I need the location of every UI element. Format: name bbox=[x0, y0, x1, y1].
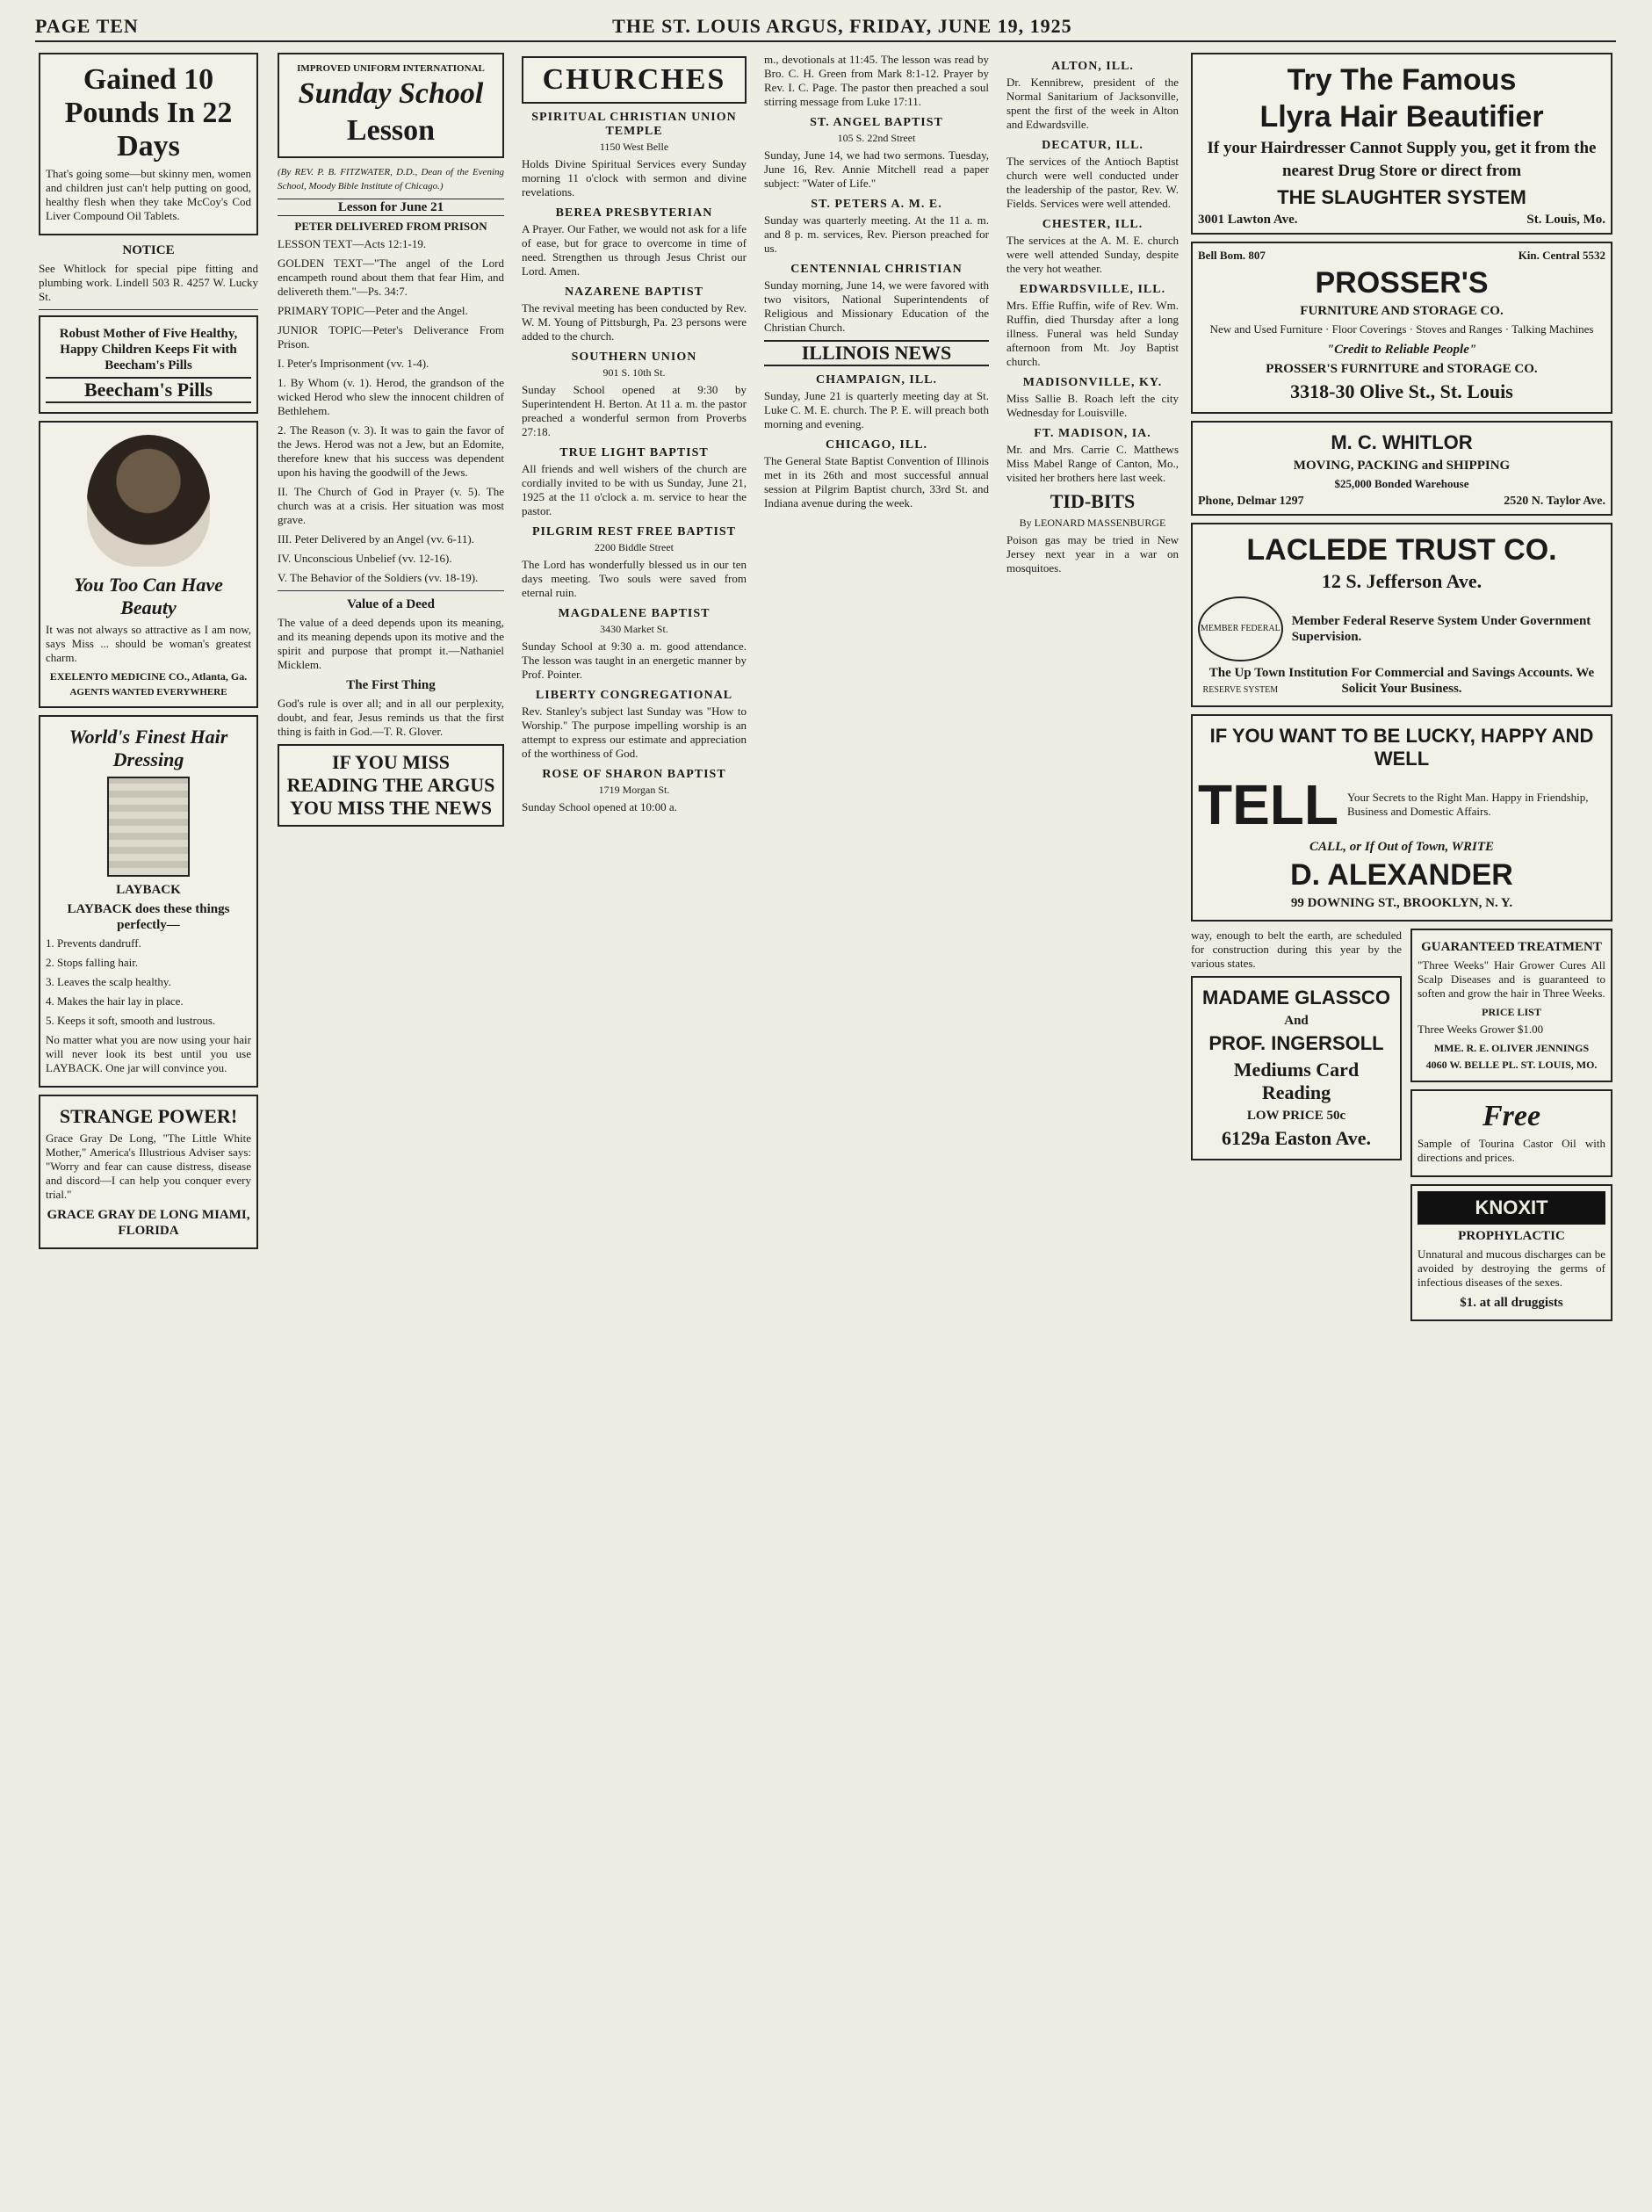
news-text: Sunday, June 21 is quarterly meeting day at St. Luke C. M. E. church. The P. E. will preach both morning and evening. bbox=[764, 389, 989, 430]
ad-firm: PROSSER'S FURNITURE and STORAGE CO. bbox=[1266, 362, 1538, 376]
ad-price: LOW PRICE 50c bbox=[1246, 1109, 1346, 1123]
ad-point: 1. Prevents dandruff. bbox=[46, 936, 141, 950]
ad-brand: Beecham's Pills bbox=[46, 377, 251, 403]
news-heading: DECATUR, ILL. bbox=[1042, 139, 1143, 152]
price-line: Three Weeks Grower $1.00 bbox=[1418, 1023, 1544, 1036]
ad-point: 4. Makes the hair lay in place. bbox=[46, 994, 184, 1008]
church-address: 105 S. 22nd Street bbox=[837, 132, 916, 144]
section-title: Sunday School bbox=[298, 77, 484, 110]
lesson-text: I. Peter's Imprisonment (vv. 1-4). bbox=[278, 357, 429, 370]
church-address: 2200 Biddle Street bbox=[595, 541, 674, 553]
ad-headline: Gained 10 Pounds In 22 Days bbox=[64, 63, 233, 163]
church-address: 901 S. 10th St. bbox=[602, 366, 666, 379]
value-heading: Value of a Deed bbox=[347, 597, 435, 611]
lesson-text: V. The Behavior of the Soldiers (vv. 18-19). bbox=[278, 571, 479, 584]
ad-headline: KNOXIT bbox=[1418, 1191, 1605, 1225]
ad-body: No matter what you are now using your hair will never look its best until you use LAYBACK. One jar will convince you. bbox=[46, 1033, 251, 1074]
federal-reserve-emblem-icon: MEMBER FEDERAL RESERVE SYSTEM bbox=[1198, 596, 1283, 661]
tidbits-title: TID-BITS bbox=[1050, 490, 1136, 512]
ad-items: New and Used Furniture · Floor Coverings · Stoves and Ranges · Talking Machines bbox=[1209, 322, 1594, 336]
ad-subhead: PROPHYLACTIC bbox=[1458, 1229, 1565, 1243]
ad-whitlor bbox=[1191, 421, 1612, 516]
church-text: A Prayer. Our Father, we would not ask for a life of ease, but for grace to overcome in time of need. Strengthen us through Jesus Christ our Lord. Amen. bbox=[522, 222, 747, 278]
church-heading: TRUE LIGHT BAPTIST bbox=[559, 446, 709, 459]
ad-headline-2: PROF. INGERSOLL bbox=[1208, 1032, 1384, 1054]
ad-address: 3001 Lawton Ave. bbox=[1198, 213, 1298, 227]
news-text: Miss Sallie B. Roach left the city Wednesday for Louisville. bbox=[1006, 392, 1179, 419]
church-text: Holds Divine Spiritual Services every Sunday morning 11 o'clock with sermon and divine revelations. bbox=[522, 157, 747, 199]
news-text: Mr. and Mrs. Carrie C. Matthews Miss Mabel Range of Canton, Mo., visited her brothers here last week. bbox=[1006, 443, 1179, 484]
church-heading: LIBERTY CONGREGATIONAL bbox=[535, 689, 733, 702]
lesson-text: II. The Church of God in Prayer (v. 5). The church was at a crisis. Her situation was most grave. bbox=[278, 485, 504, 526]
ad-price: $1. at all druggists bbox=[1460, 1296, 1563, 1310]
page-number: PAGE TEN bbox=[35, 15, 139, 37]
lesson-text: III. Peter Delivered by an Angel (vv. 6-11). bbox=[278, 532, 474, 546]
church-text: All friends and well wishers of the church are cordially invited to be with us Sunday, June 21, 1925 at the 11 o'clock a. m. service to hear the pastor. bbox=[522, 462, 747, 517]
church-address: 1719 Morgan St. bbox=[598, 784, 670, 796]
church-heading: SPIRITUAL CHRISTIAN UNION TEMPLE bbox=[531, 111, 737, 138]
ad-city: St. Louis, Mo. bbox=[1526, 213, 1605, 227]
ad-point: 5. Keeps it soft, smooth and lustrous. bbox=[46, 1014, 216, 1027]
ad-headline: Robust Mother of Five Healthy, Happy Children Keeps Fit with Beecham's Pills bbox=[59, 327, 238, 372]
ad-body: Sample of Tourina Castor Oil with directions and prices. bbox=[1418, 1137, 1605, 1164]
news-text: The services at the A. M. E. church were well attended Sunday, despite the very hot weather. bbox=[1006, 234, 1179, 275]
ad-address: 12 S. Jefferson Ave. bbox=[1321, 570, 1482, 592]
ad-headline: IF YOU WANT TO BE LUCKY, HAPPY AND WELL bbox=[1209, 725, 1594, 770]
news-text: The General State Baptist Convention of Illinois met in its 26th and most successful annual session at Pilgrim Baptist church, 33rd St. and Indiana avenue during the week. bbox=[764, 454, 989, 510]
ad-body: Your Secrets to the Right Man. Happy in Friendship, Business and Domestic Affairs. bbox=[1346, 791, 1589, 818]
church-heading: BEREA PRESBYTERIAN bbox=[555, 206, 713, 220]
byline: (By REV. P. B. FITZWATER, D.D., Dean of the Evening School, Moody Bible Institute of Chicago.) bbox=[278, 167, 504, 192]
ad-name: D. ALEXANDER bbox=[1290, 858, 1513, 892]
ad-layback bbox=[39, 715, 258, 1088]
ad-big-word: TELL bbox=[1198, 773, 1338, 836]
church-text: Sunday School opened at 10:00 a. bbox=[522, 800, 677, 813]
ad-tell bbox=[1191, 714, 1612, 922]
paper-title: THE ST. LOUIS ARGUS, FRIDAY, JUNE 19, 1925 bbox=[612, 15, 1072, 37]
news-text: way, enough to belt the earth, are scheduled for construction during this year by the various states. bbox=[1191, 929, 1402, 970]
ad-headline: M. C. WHITLOR bbox=[1331, 431, 1473, 453]
ad-signature: GRACE GRAY DE LONG MIAMI, FLORIDA bbox=[47, 1208, 250, 1238]
news-heading: MADISONVILLE, KY. bbox=[1022, 376, 1163, 389]
ad-agents: AGENTS WANTED EVERYWHERE bbox=[69, 687, 227, 698]
church-text: Sunday morning, June 14, we were favored with two visitors, National Superintendents of Religious and Missionary Education of the Christian Church. bbox=[764, 278, 989, 334]
lesson-text: PRIMARY TOPIC—Peter and the Angel. bbox=[278, 304, 468, 317]
ad-agent: MME. R. E. OLIVER JENNINGS bbox=[1433, 1042, 1590, 1054]
ad-address: 6129a Easton Ave. bbox=[1221, 1127, 1372, 1149]
ad-service: Mediums Card Reading bbox=[1233, 1059, 1360, 1103]
ad-point: 3. Leaves the scalp healthy. bbox=[46, 975, 171, 988]
first-thing-text: God's rule is over all; and in all our perplexity, doubt, and fear, Jesus reminds us that the first thing is faith in God.—T. R. Glover. bbox=[278, 697, 504, 738]
ad-headline: You Too Can Have Beauty bbox=[74, 574, 223, 618]
column-town-news bbox=[1006, 53, 1179, 2196]
lesson-text: 1. By Whom (v. 1). Herod, the grandson of the wicked Herod who slew the innocent children of Bethlehem. bbox=[278, 376, 504, 417]
column-ads-right bbox=[1191, 53, 1612, 2196]
ad-phone: Bell Bom. 807 bbox=[1198, 249, 1266, 262]
ad-prossers bbox=[1191, 242, 1612, 414]
illinois-news-title: ILLINOIS NEWS bbox=[764, 340, 989, 366]
column-churches bbox=[522, 53, 747, 2196]
lesson-text: IV. Unconscious Unbelief (vv. 12-16). bbox=[278, 552, 452, 565]
ad-body: "Three Weeks" Hair Grower Cures All Scalp Diseases and is guaranteed to soften and grow the hair in Three Weeks. bbox=[1418, 958, 1605, 1000]
church-text: The Lord has wonderfully blessed us in our ten days meeting. Two souls were saved from eternal ruin. bbox=[522, 558, 747, 599]
church-text: The revival meeting has been conducted by Rev. W. M. Young of Pittsburgh, Pa. 23 persons were added to the church. bbox=[522, 301, 747, 343]
ad-maker: EXELENTO MEDICINE CO., Atlanta, Ga. bbox=[49, 670, 248, 683]
ad-body: Grace Gray De Long, "The Little White Mother," America's Illustrious Adviser says: "Worry and fear can cause distress, disease and discord—I can help you conquer every trial." bbox=[46, 1131, 251, 1201]
ad-subhead: LAYBACK does these things perfectly— bbox=[67, 902, 230, 932]
ad-headline: LACLEDE TRUST CO. bbox=[1246, 533, 1557, 567]
ad-headline: World's Finest Hair Dressing bbox=[69, 726, 228, 770]
column-ads-left bbox=[39, 53, 258, 2196]
ad-free-sample bbox=[1410, 1089, 1612, 1177]
ad-phone: Phone, Delmar 1297 bbox=[1198, 495, 1304, 508]
tidbits-text: Poison gas may be tried in New Jersey next year in a war on mosquitoes. bbox=[1006, 533, 1179, 575]
ad-subhead: FURNITURE AND STORAGE CO. bbox=[1300, 304, 1504, 318]
church-text: Sunday was quarterly meeting. At the 11 a. m. and 8 p. m. services, Rev. Pierson preached for us. bbox=[764, 213, 989, 255]
ad-call: CALL, or If Out of Town, WRITE bbox=[1309, 840, 1495, 854]
notice-text: See Whitlock for special pipe fitting and plumbing work. Lindell 503 R. 4257 W. Lucky St. bbox=[39, 262, 258, 303]
ad-headline-2: Llyra Hair Beautifier bbox=[1259, 100, 1544, 134]
church-address: 1150 West Belle bbox=[599, 141, 669, 153]
ad-firm: THE SLAUGHTER SYSTEM bbox=[1277, 186, 1526, 208]
kicker: IMPROVED UNIFORM INTERNATIONAL bbox=[297, 63, 485, 74]
masthead bbox=[35, 12, 1616, 42]
lesson-heading: Lesson for June 21 bbox=[278, 199, 504, 216]
news-heading: CHESTER, ILL. bbox=[1042, 218, 1143, 231]
ad-point: 2. Stops falling hair. bbox=[46, 956, 139, 969]
ad-body: It was not always so attractive as I am now, says Miss ... should be woman's greatest charm. bbox=[46, 623, 251, 664]
church-text: Rev. Stanley's subject last Sunday was "How to Worship." The purpose impelling worship is an attempt to express our estimate and appreciation of the worthiness of God. bbox=[522, 705, 747, 760]
ad-brand: LAYBACK bbox=[116, 883, 181, 897]
hair-dressing-jar-icon bbox=[107, 777, 190, 877]
ad-address: 4060 W. BELLE PL. ST. LOUIS, MO. bbox=[1425, 1059, 1598, 1071]
ad-body: That's going some—but skinny men, women and children just can't help putting on good, healthy flesh when they take McCoy's Cod Liver Compound Oil Tablets. bbox=[46, 167, 251, 222]
church-heading: MAGDALENE BAPTIST bbox=[558, 607, 711, 620]
ad-headline: MADAME GLASSCO bbox=[1202, 987, 1390, 1008]
church-text: Sunday School at 9:30 a. m. good attendance. The lesson was taught in an energetic manner by Prof. Pointer. bbox=[522, 640, 747, 681]
churches-title: CHURCHES bbox=[522, 56, 747, 104]
first-thing-heading: The First Thing bbox=[346, 678, 436, 692]
ad-address: 99 DOWNING ST., BROOKLYN, N. Y. bbox=[1290, 896, 1513, 910]
lesson-title: PETER DELIVERED FROM PRISON bbox=[294, 220, 487, 233]
news-heading: FT. MADISON, IA. bbox=[1034, 427, 1151, 440]
sunday-school-banner bbox=[278, 53, 504, 158]
ad-bond: $25,000 Bonded Warehouse bbox=[1334, 477, 1469, 490]
ad-address: 3318-30 Olive St., St. Louis bbox=[1290, 380, 1513, 402]
church-address: 3430 Market St. bbox=[600, 623, 668, 635]
column-sunday-school bbox=[278, 53, 504, 2196]
ad-slogan: "Credit to Reliable People" bbox=[1326, 343, 1477, 357]
news-text: The services of the Antioch Baptist church were well conducted under the leadership of the pastor, Rev. W. Fields. Services were well attended. bbox=[1006, 155, 1179, 210]
church-heading: CENTENNIAL CHRISTIAN bbox=[790, 263, 963, 276]
church-text: Sunday School opened at 9:30 by Superintendent H. Berton. At 11 a. m. the pastor preached a wonderful sermon from Proverbs 27:18. bbox=[522, 383, 747, 438]
section-title-2: Lesson bbox=[346, 114, 436, 147]
church-heading: ST. ANGEL BAPTIST bbox=[810, 116, 943, 129]
continued-text: m., devotionals at 11:45. The lesson was read by Bro. C. H. Green from Mark 8:1-12. Prayer by Rev. I. C. Page. The pastor then preached a soul stirring message from Luke 17:11. bbox=[764, 53, 989, 108]
ad-headline: Try The Famous bbox=[1287, 63, 1517, 97]
ad-knoxit bbox=[1410, 1184, 1612, 1321]
value-text: The value of a deed depends upon its meaning, and its meaning depends upon its motive and the spirit and purpose that prompt it.—Nathaniel Micklem. bbox=[278, 616, 504, 671]
ad-laclede bbox=[1191, 523, 1612, 707]
ad-glassco bbox=[1191, 976, 1402, 1160]
ad-llyra bbox=[1191, 53, 1612, 235]
ad-body: If your Hairdresser Cannot Supply you, get it from the nearest Drug Store or direct from bbox=[1207, 139, 1597, 180]
lesson-text: GOLDEN TEXT—"The angel of the Lord encampeth round about them that fear Him, and delivereth them."—Ps. 34:7. bbox=[278, 257, 504, 298]
church-heading: NAZARENE BAPTIST bbox=[565, 286, 703, 299]
notice-heading: NOTICE bbox=[122, 243, 175, 257]
ad-beecham bbox=[39, 315, 258, 414]
lesson-text: 2. The Reason (v. 3). It was to gain the favor of the Jews. Herod was not a Jew, but an Edomite, therefore knew that his success was dependent upon his having the goodwill of the Jews. bbox=[278, 423, 504, 479]
ad-phone-2: Kin. Central 5532 bbox=[1518, 249, 1605, 262]
lesson-text: LESSON TEXT—Acts 12:1-19. bbox=[278, 237, 427, 250]
church-heading: ST. PETERS A. M. E. bbox=[811, 198, 942, 211]
ad-three-weeks bbox=[1410, 929, 1612, 1082]
ad-address: 2520 N. Taylor Ave. bbox=[1504, 495, 1605, 508]
ad-body-2: The Up Town Institution For Commercial and Savings Accounts. We Solicit Your Business. bbox=[1208, 666, 1595, 696]
tidbits-byline: By LEONARD MASSENBURGE bbox=[1019, 517, 1166, 529]
ad-and: And bbox=[1284, 1014, 1309, 1028]
news-heading: ALTON, ILL. bbox=[1051, 60, 1134, 73]
ad-gained-pounds bbox=[39, 53, 258, 235]
church-heading: SOUTHERN UNION bbox=[571, 351, 697, 364]
argus-promo: IF YOU MISS READING THE ARGUS YOU MISS THE NEWS bbox=[278, 744, 504, 827]
ad-subhead: MOVING, PACKING and SHIPPING bbox=[1293, 459, 1511, 473]
ad-headline: PROSSER'S bbox=[1315, 266, 1489, 300]
price-heading: PRICE LIST bbox=[1482, 1006, 1541, 1018]
church-heading: ROSE OF SHARON BAPTIST bbox=[542, 768, 726, 781]
ad-body: Unnatural and mucous discharges can be avoided by destroying the germs of infectious diseases of the sexes. bbox=[1418, 1247, 1605, 1289]
church-heading: PILGRIM REST FREE BAPTIST bbox=[531, 525, 737, 539]
woman-portrait-icon bbox=[87, 435, 210, 567]
ad-headline: GUARANTEED TREATMENT bbox=[1421, 940, 1602, 954]
news-text: Mrs. Effie Ruffin, wife of Rev. Wm. Ruffin, died Thursday after a long illness. Funeral was held Sunday afternoon from Mt. Joy Baptist church. bbox=[1006, 299, 1179, 368]
news-heading: EDWARDSVILLE, ILL. bbox=[1019, 283, 1166, 296]
lesson-text: JUNIOR TOPIC—Peter's Deliverance From Prison. bbox=[278, 323, 504, 351]
ad-big-word: Free bbox=[1482, 1100, 1541, 1132]
ad-body: Member Federal Reserve System Under Government Supervision. bbox=[1291, 614, 1591, 644]
news-text: Dr. Kennibrew, president of the Normal Sanitarium of Jacksonville, spent the first of the week in Alton and Edwardsville. bbox=[1006, 76, 1179, 131]
ad-headline: STRANGE POWER! bbox=[59, 1105, 238, 1127]
ad-beauty bbox=[39, 421, 258, 708]
ad-strange-power bbox=[39, 1095, 258, 1249]
church-text: Sunday, June 14, we had two sermons. Tuesday, June 16, Rev. Annie Mitchell read a paper subject: "Water of Life." bbox=[764, 148, 989, 190]
news-heading: CHAMPAIGN, ILL. bbox=[815, 373, 938, 387]
news-heading: CHICAGO, ILL. bbox=[825, 438, 928, 452]
column-church-news bbox=[764, 53, 989, 2196]
